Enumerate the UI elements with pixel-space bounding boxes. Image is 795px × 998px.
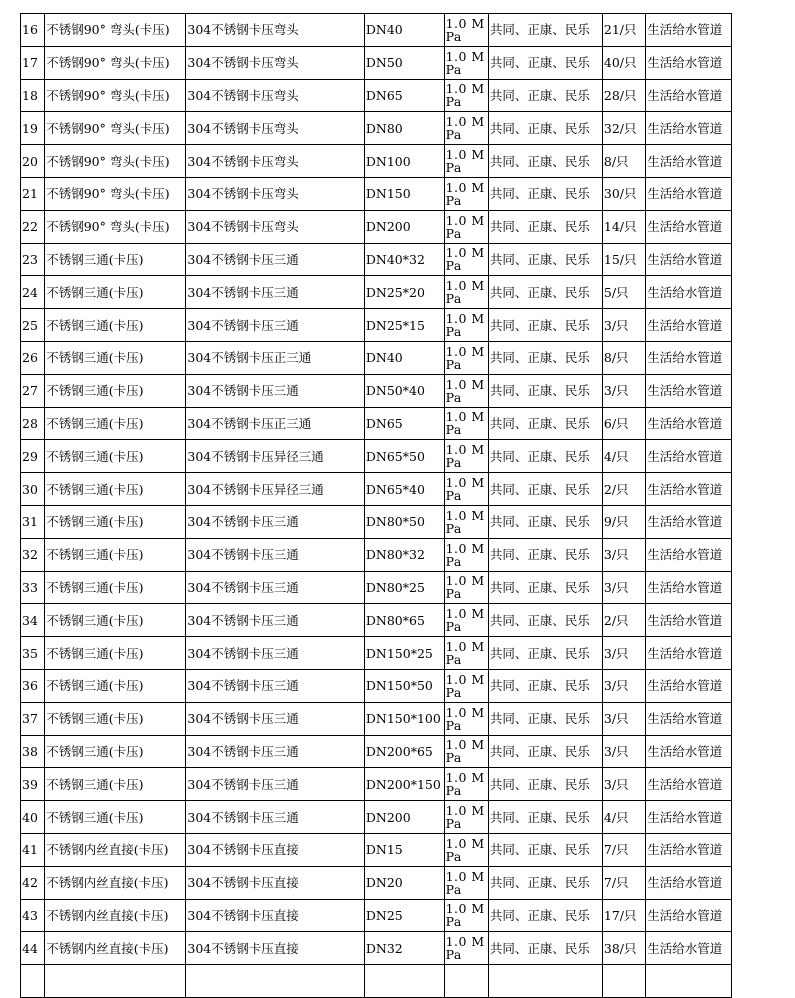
- item-brand: 共同、正康、民乐: [488, 177, 602, 210]
- item-spec: 304不锈钢卡压弯头: [186, 79, 365, 112]
- item-usage: 生活给水管道: [646, 276, 732, 309]
- item-name: 不锈钢内丝直接(卡压): [45, 866, 186, 899]
- row-number: 29: [21, 440, 45, 473]
- row-number: 19: [21, 112, 45, 145]
- item-spec: 304不锈钢卡压三通: [186, 604, 365, 637]
- item-brand: 共同、正康、民乐: [488, 735, 602, 768]
- item-quantity: 4/只: [602, 801, 645, 834]
- item-quantity: 3/只: [602, 669, 645, 702]
- item-size: DN15: [364, 833, 444, 866]
- item-name: 不锈钢90° 弯头(卡压): [45, 46, 186, 79]
- item-brand: 共同、正康、民乐: [488, 637, 602, 670]
- item-size: DN25*20: [364, 276, 444, 309]
- item-pressure: 1.0 MPa: [444, 571, 488, 604]
- item-quantity: 3/只: [602, 702, 645, 735]
- item-usage: 生活给水管道: [646, 538, 732, 571]
- item-pressure: 1.0 MPa: [444, 899, 488, 932]
- item-brand: 共同、正康、民乐: [488, 276, 602, 309]
- table-row: [21, 473, 732, 506]
- item-pressure: 1.0 MPa: [444, 276, 488, 309]
- item-usage: 生活给水管道: [646, 341, 732, 374]
- item-brand: 共同、正康、民乐: [488, 899, 602, 932]
- item-brand: 共同、正康、民乐: [488, 79, 602, 112]
- table-row: [21, 637, 732, 670]
- item-quantity: 32/只: [602, 112, 645, 145]
- item-brand: 共同、正康、民乐: [488, 374, 602, 407]
- item-spec: 304不锈钢卡压三通: [186, 735, 365, 768]
- item-size: DN20: [364, 866, 444, 899]
- table-row: [21, 46, 732, 79]
- empty-cell: [444, 965, 488, 998]
- row-number: 39: [21, 768, 45, 801]
- item-pressure: 1.0 MPa: [444, 768, 488, 801]
- item-name: 不锈钢三通(卡压): [45, 571, 186, 604]
- row-number: 18: [21, 79, 45, 112]
- item-pressure: 1.0 MPa: [444, 407, 488, 440]
- table-row: [21, 440, 732, 473]
- table-row: [21, 538, 732, 571]
- item-size: DN200*65: [364, 735, 444, 768]
- item-pressure: 1.0 MPa: [444, 243, 488, 276]
- row-number: 16: [21, 14, 45, 47]
- item-size: DN50: [364, 46, 444, 79]
- item-quantity: 14/只: [602, 210, 645, 243]
- item-spec: 304不锈钢卡压弯头: [186, 112, 365, 145]
- item-pressure: 1.0 MPa: [444, 505, 488, 538]
- item-pressure: 1.0 MPa: [444, 473, 488, 506]
- item-spec: 304不锈钢卡压弯头: [186, 177, 365, 210]
- item-usage: 生活给水管道: [646, 210, 732, 243]
- item-name: 不锈钢三通(卡压): [45, 637, 186, 670]
- item-quantity: 17/只: [602, 899, 645, 932]
- item-brand: 共同、正康、民乐: [488, 473, 602, 506]
- item-brand: 共同、正康、民乐: [488, 407, 602, 440]
- item-name: 不锈钢三通(卡压): [45, 440, 186, 473]
- item-usage: 生活给水管道: [646, 309, 732, 342]
- item-pressure: 1.0 MPa: [444, 735, 488, 768]
- item-size: DN65: [364, 407, 444, 440]
- item-usage: 生活给水管道: [646, 932, 732, 965]
- item-size: DN80: [364, 112, 444, 145]
- table-row: [21, 833, 732, 866]
- table-row: [21, 866, 732, 899]
- item-size: DN40: [364, 341, 444, 374]
- table-row: [21, 276, 732, 309]
- item-size: DN50*40: [364, 374, 444, 407]
- table-row: [21, 505, 732, 538]
- row-number: 28: [21, 407, 45, 440]
- row-number: 25: [21, 309, 45, 342]
- item-quantity: 3/只: [602, 768, 645, 801]
- row-number: 43: [21, 899, 45, 932]
- item-usage: 生活给水管道: [646, 473, 732, 506]
- item-name: 不锈钢内丝直接(卡压): [45, 833, 186, 866]
- item-name: 不锈钢三通(卡压): [45, 768, 186, 801]
- table-row-partial: [21, 965, 732, 998]
- item-spec: 304不锈钢卡压弯头: [186, 210, 365, 243]
- item-spec: 304不锈钢卡压直接: [186, 866, 365, 899]
- item-pressure: 1.0 MPa: [444, 669, 488, 702]
- item-spec: 304不锈钢卡压弯头: [186, 14, 365, 47]
- item-quantity: 7/只: [602, 833, 645, 866]
- item-name: 不锈钢三通(卡压): [45, 374, 186, 407]
- item-name: 不锈钢三通(卡压): [45, 505, 186, 538]
- empty-cell: [488, 965, 602, 998]
- item-quantity: 3/只: [602, 538, 645, 571]
- item-brand: 共同、正康、民乐: [488, 14, 602, 47]
- table-row: [21, 210, 732, 243]
- table-row: [21, 309, 732, 342]
- item-spec: 304不锈钢卡压三通: [186, 768, 365, 801]
- row-number: 31: [21, 505, 45, 538]
- item-usage: 生活给水管道: [646, 801, 732, 834]
- item-pressure: 1.0 MPa: [444, 79, 488, 112]
- item-name: 不锈钢三通(卡压): [45, 341, 186, 374]
- item-usage: 生活给水管道: [646, 866, 732, 899]
- table-row: [21, 177, 732, 210]
- table-row: [21, 801, 732, 834]
- item-quantity: 21/只: [602, 14, 645, 47]
- item-spec: 304不锈钢卡压异径三通: [186, 473, 365, 506]
- item-brand: 共同、正康、民乐: [488, 309, 602, 342]
- row-number: 21: [21, 177, 45, 210]
- row-number: 22: [21, 210, 45, 243]
- item-usage: 生活给水管道: [646, 79, 732, 112]
- item-size: DN150: [364, 177, 444, 210]
- table-row: [21, 768, 732, 801]
- item-quantity: 3/只: [602, 374, 645, 407]
- table-row: [21, 669, 732, 702]
- empty-cell: [186, 965, 365, 998]
- table-row: [21, 735, 732, 768]
- item-spec: 304不锈钢卡压弯头: [186, 46, 365, 79]
- item-brand: 共同、正康、民乐: [488, 571, 602, 604]
- row-number: 42: [21, 866, 45, 899]
- empty-cell: [21, 965, 45, 998]
- item-usage: 生活给水管道: [646, 833, 732, 866]
- item-pressure: 1.0 MPa: [444, 932, 488, 965]
- item-quantity: 3/只: [602, 735, 645, 768]
- row-number: 32: [21, 538, 45, 571]
- item-size: DN32: [364, 932, 444, 965]
- item-usage: 生活给水管道: [646, 145, 732, 178]
- row-number: 23: [21, 243, 45, 276]
- item-spec: 304不锈钢卡压三通: [186, 243, 365, 276]
- item-size: DN65*40: [364, 473, 444, 506]
- table-row: [21, 341, 732, 374]
- item-name: 不锈钢内丝直接(卡压): [45, 932, 186, 965]
- item-name: 不锈钢三通(卡压): [45, 801, 186, 834]
- table-row: [21, 899, 732, 932]
- item-spec: 304不锈钢卡压直接: [186, 899, 365, 932]
- empty-cell: [364, 965, 444, 998]
- item-pressure: 1.0 MPa: [444, 309, 488, 342]
- row-number: 44: [21, 932, 45, 965]
- row-number: 33: [21, 571, 45, 604]
- item-spec: 304不锈钢卡压直接: [186, 932, 365, 965]
- item-brand: 共同、正康、民乐: [488, 243, 602, 276]
- item-size: DN80*50: [364, 505, 444, 538]
- item-size: DN25*15: [364, 309, 444, 342]
- item-usage: 生活给水管道: [646, 243, 732, 276]
- item-name: 不锈钢三通(卡压): [45, 309, 186, 342]
- item-name: 不锈钢三通(卡压): [45, 735, 186, 768]
- item-name: 不锈钢90° 弯头(卡压): [45, 112, 186, 145]
- row-number: 27: [21, 374, 45, 407]
- item-usage: 生活给水管道: [646, 637, 732, 670]
- item-quantity: 8/只: [602, 341, 645, 374]
- item-size: DN80*25: [364, 571, 444, 604]
- item-pressure: 1.0 MPa: [444, 112, 488, 145]
- item-pressure: 1.0 MPa: [444, 177, 488, 210]
- item-pressure: 1.0 MPa: [444, 637, 488, 670]
- item-usage: 生活给水管道: [646, 112, 732, 145]
- item-usage: 生活给水管道: [646, 505, 732, 538]
- item-usage: 生活给水管道: [646, 669, 732, 702]
- item-size: DN65*50: [364, 440, 444, 473]
- item-name: 不锈钢三通(卡压): [45, 604, 186, 637]
- item-spec: 304不锈钢卡压三通: [186, 571, 365, 604]
- item-usage: 生活给水管道: [646, 374, 732, 407]
- item-usage: 生活给水管道: [646, 735, 732, 768]
- item-brand: 共同、正康、民乐: [488, 669, 602, 702]
- item-spec: 304不锈钢卡压三通: [186, 505, 365, 538]
- row-number: 20: [21, 145, 45, 178]
- item-name: 不锈钢90° 弯头(卡压): [45, 14, 186, 47]
- item-usage: 生活给水管道: [646, 604, 732, 637]
- item-size: DN150*100: [364, 702, 444, 735]
- item-pressure: 1.0 MPa: [444, 604, 488, 637]
- item-quantity: 30/只: [602, 177, 645, 210]
- table-row: [21, 79, 732, 112]
- empty-cell: [646, 965, 732, 998]
- item-size: DN65: [364, 79, 444, 112]
- item-brand: 共同、正康、民乐: [488, 46, 602, 79]
- table-row: [21, 604, 732, 637]
- item-brand: 共同、正康、民乐: [488, 768, 602, 801]
- item-pressure: 1.0 MPa: [444, 801, 488, 834]
- item-pressure: 1.0 MPa: [444, 538, 488, 571]
- item-spec: 304不锈钢卡压异径三通: [186, 440, 365, 473]
- item-size: DN40: [364, 14, 444, 47]
- item-spec: 304不锈钢卡压正三通: [186, 407, 365, 440]
- item-brand: 共同、正康、民乐: [488, 932, 602, 965]
- item-pressure: 1.0 MPa: [444, 46, 488, 79]
- item-name: 不锈钢三通(卡压): [45, 243, 186, 276]
- materials-table: [20, 13, 732, 998]
- item-pressure: 1.0 MPa: [444, 341, 488, 374]
- row-number: 37: [21, 702, 45, 735]
- item-quantity: 7/只: [602, 866, 645, 899]
- row-number: 17: [21, 46, 45, 79]
- item-brand: 共同、正康、民乐: [488, 801, 602, 834]
- item-spec: 304不锈钢卡压三通: [186, 702, 365, 735]
- row-number: 36: [21, 669, 45, 702]
- item-usage: 生活给水管道: [646, 899, 732, 932]
- row-number: 35: [21, 637, 45, 670]
- item-spec: 304不锈钢卡压三通: [186, 669, 365, 702]
- table-row: [21, 14, 732, 47]
- item-pressure: 1.0 MPa: [444, 702, 488, 735]
- row-number: 41: [21, 833, 45, 866]
- item-quantity: 4/只: [602, 440, 645, 473]
- item-usage: 生活给水管道: [646, 46, 732, 79]
- item-usage: 生活给水管道: [646, 14, 732, 47]
- table-row: [21, 702, 732, 735]
- item-brand: 共同、正康、民乐: [488, 210, 602, 243]
- item-size: DN40*32: [364, 243, 444, 276]
- item-usage: 生活给水管道: [646, 407, 732, 440]
- item-spec: 304不锈钢卡压三通: [186, 801, 365, 834]
- item-quantity: 6/只: [602, 407, 645, 440]
- item-quantity: 2/只: [602, 473, 645, 506]
- item-size: DN100: [364, 145, 444, 178]
- item-pressure: 1.0 MPa: [444, 145, 488, 178]
- table-row: [21, 374, 732, 407]
- item-quantity: 5/只: [602, 276, 645, 309]
- row-number: 24: [21, 276, 45, 309]
- item-quantity: 28/只: [602, 79, 645, 112]
- item-usage: 生活给水管道: [646, 177, 732, 210]
- item-quantity: 3/只: [602, 637, 645, 670]
- table-row: [21, 932, 732, 965]
- table-row: [21, 112, 732, 145]
- item-pressure: 1.0 MPa: [444, 374, 488, 407]
- item-brand: 共同、正康、民乐: [488, 341, 602, 374]
- item-spec: 304不锈钢卡压三通: [186, 637, 365, 670]
- row-number: 34: [21, 604, 45, 637]
- item-spec: 304不锈钢卡压三通: [186, 374, 365, 407]
- row-number: 40: [21, 801, 45, 834]
- item-pressure: 1.0 MPa: [444, 866, 488, 899]
- item-brand: 共同、正康、民乐: [488, 538, 602, 571]
- item-brand: 共同、正康、民乐: [488, 145, 602, 178]
- item-spec: 304不锈钢卡压弯头: [186, 145, 365, 178]
- item-brand: 共同、正康、民乐: [488, 440, 602, 473]
- item-brand: 共同、正康、民乐: [488, 604, 602, 637]
- item-name: 不锈钢三通(卡压): [45, 538, 186, 571]
- item-spec: 304不锈钢卡压正三通: [186, 341, 365, 374]
- item-quantity: 3/只: [602, 309, 645, 342]
- item-brand: 共同、正康、民乐: [488, 505, 602, 538]
- item-quantity: 15/只: [602, 243, 645, 276]
- item-brand: 共同、正康、民乐: [488, 866, 602, 899]
- empty-cell: [602, 965, 645, 998]
- item-usage: 生活给水管道: [646, 440, 732, 473]
- item-size: DN150*25: [364, 637, 444, 670]
- item-size: DN200: [364, 210, 444, 243]
- item-name: 不锈钢90° 弯头(卡压): [45, 145, 186, 178]
- item-size: DN200: [364, 801, 444, 834]
- empty-cell: [45, 965, 186, 998]
- item-pressure: 1.0 MPa: [444, 833, 488, 866]
- item-pressure: 1.0 MPa: [444, 440, 488, 473]
- item-quantity: 8/只: [602, 145, 645, 178]
- item-size: DN150*50: [364, 669, 444, 702]
- item-usage: 生活给水管道: [646, 702, 732, 735]
- item-name: 不锈钢90° 弯头(卡压): [45, 177, 186, 210]
- item-name: 不锈钢三通(卡压): [45, 702, 186, 735]
- item-brand: 共同、正康、民乐: [488, 702, 602, 735]
- item-spec: 304不锈钢卡压三通: [186, 309, 365, 342]
- item-brand: 共同、正康、民乐: [488, 833, 602, 866]
- table-row: [21, 145, 732, 178]
- item-quantity: 9/只: [602, 505, 645, 538]
- item-quantity: 38/只: [602, 932, 645, 965]
- item-spec: 304不锈钢卡压直接: [186, 833, 365, 866]
- item-pressure: 1.0 MPa: [444, 210, 488, 243]
- materials-table-body: [21, 14, 732, 998]
- item-pressure: 1.0 MPa: [444, 14, 488, 47]
- item-name: 不锈钢内丝直接(卡压): [45, 899, 186, 932]
- table-row: [21, 407, 732, 440]
- item-size: DN80*32: [364, 538, 444, 571]
- table-row: [21, 243, 732, 276]
- item-quantity: 3/只: [602, 571, 645, 604]
- row-number: 38: [21, 735, 45, 768]
- item-brand: 共同、正康、民乐: [488, 112, 602, 145]
- item-usage: 生活给水管道: [646, 571, 732, 604]
- item-size: DN200*150: [364, 768, 444, 801]
- row-number: 26: [21, 341, 45, 374]
- item-name: 不锈钢三通(卡压): [45, 473, 186, 506]
- item-quantity: 2/只: [602, 604, 645, 637]
- item-size: DN25: [364, 899, 444, 932]
- item-name: 不锈钢90° 弯头(卡压): [45, 79, 186, 112]
- item-name: 不锈钢三通(卡压): [45, 276, 186, 309]
- item-quantity: 40/只: [602, 46, 645, 79]
- item-spec: 304不锈钢卡压三通: [186, 276, 365, 309]
- item-name: 不锈钢三通(卡压): [45, 669, 186, 702]
- item-size: DN80*65: [364, 604, 444, 637]
- item-name: 不锈钢三通(卡压): [45, 407, 186, 440]
- item-usage: 生活给水管道: [646, 768, 732, 801]
- item-name: 不锈钢90° 弯头(卡压): [45, 210, 186, 243]
- row-number: 30: [21, 473, 45, 506]
- item-spec: 304不锈钢卡压三通: [186, 538, 365, 571]
- table-row: [21, 571, 732, 604]
